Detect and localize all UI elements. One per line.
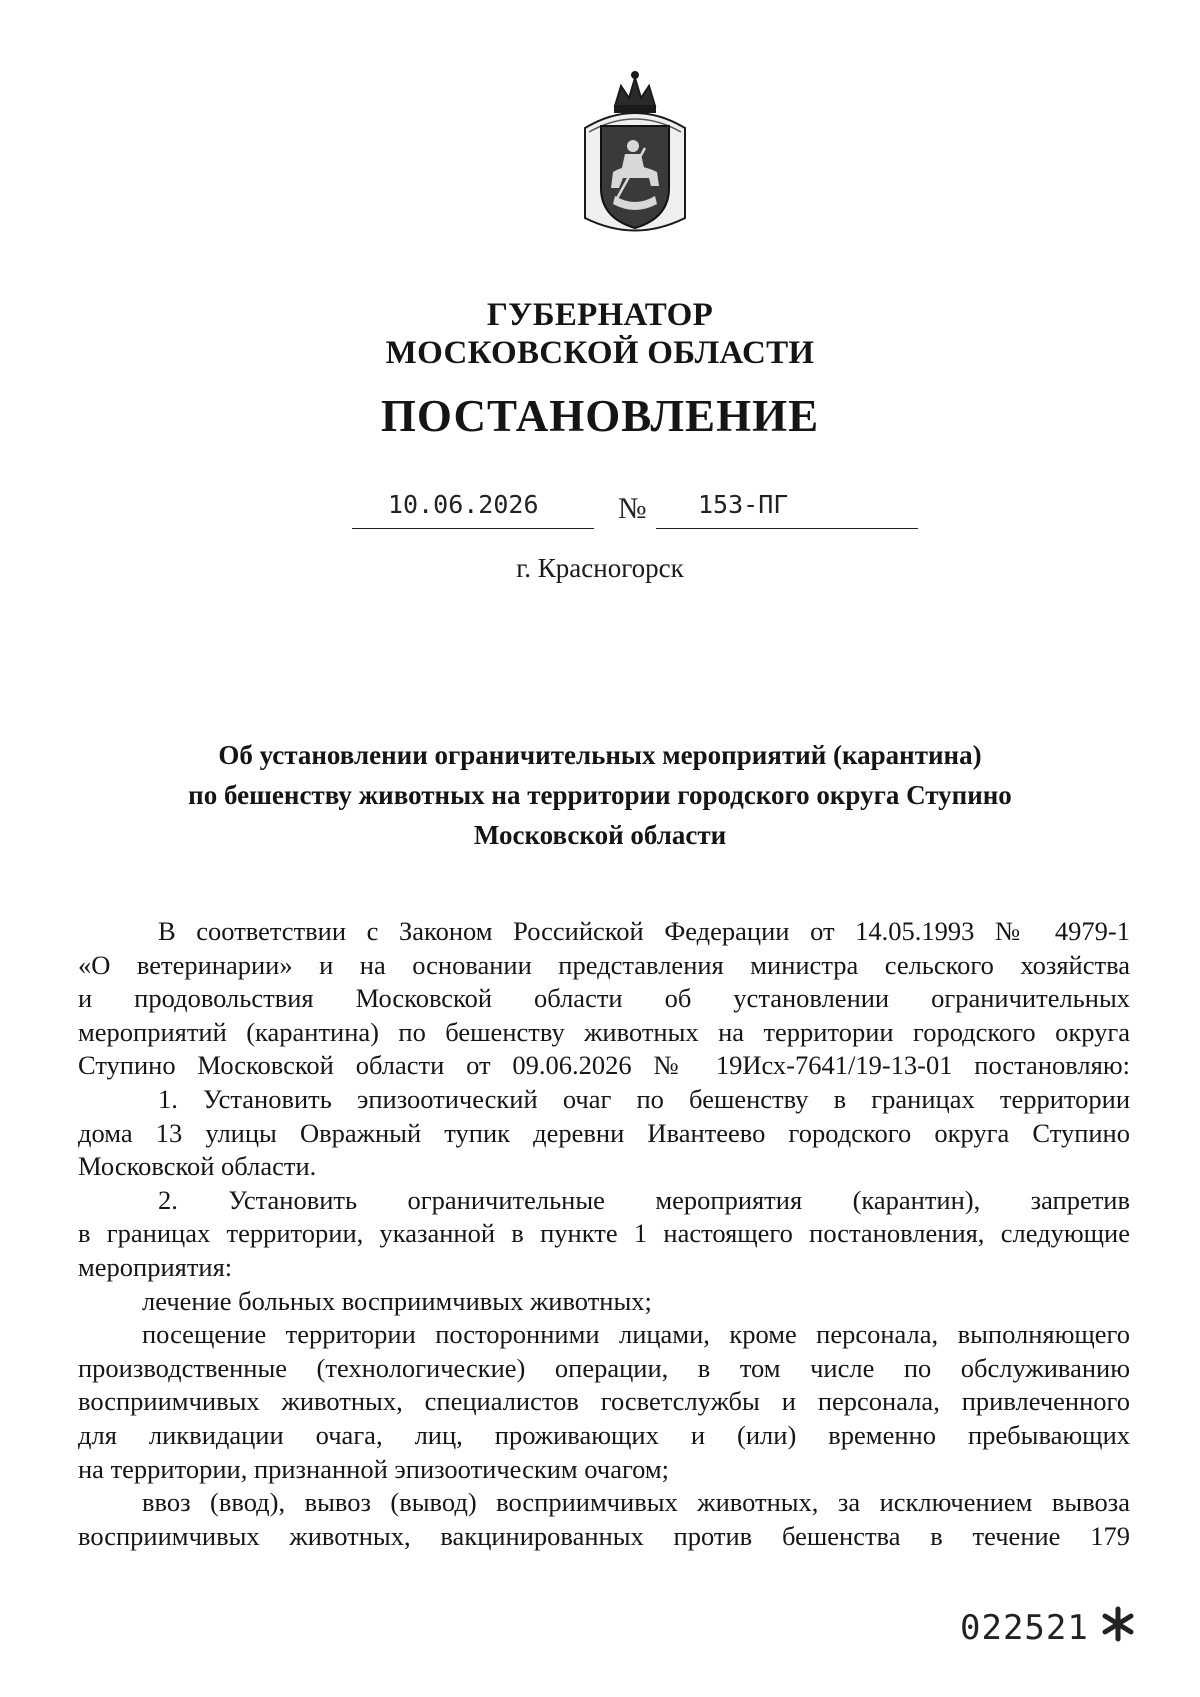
document-title bbox=[0, 735, 1200, 855]
body-line: для ликвидации очага, лиц, проживающих и (или) временно пребывающих bbox=[78, 1419, 1130, 1450]
body-line: «О ветеринарии» и на основании представления министра сельского хозяйства bbox=[78, 949, 1130, 980]
number-underline bbox=[656, 528, 918, 529]
date-underline bbox=[352, 528, 594, 529]
body-line: Ступино Московской области от 09.06.2026 № 19Исх-7641/19-13-01 постановляю: bbox=[78, 1050, 1130, 1081]
body-line: мероприятий (карантина) по бешенству животных на территории городского округа bbox=[78, 1016, 1130, 1047]
title-line: Московской области bbox=[473, 820, 727, 850]
body-line: 2. Установить ограничительные мероприятия (карантин), запретив bbox=[158, 1184, 1130, 1215]
body-line: производственные (технологические) операции, в том числе по обслуживанию bbox=[78, 1352, 1130, 1383]
body-line: 1. Установить эпизоотический очаг по бешенству в границах территории bbox=[158, 1083, 1130, 1114]
serial-number: 022521 bbox=[960, 1608, 1089, 1648]
body-line: в границах территории, указанной в пункте 1 настоящего постановления, следующие bbox=[78, 1218, 1130, 1249]
issuing-authority bbox=[0, 296, 1200, 372]
number-sign: № bbox=[618, 492, 647, 525]
asterisk-icon bbox=[1098, 1604, 1138, 1644]
coat-of-arms-icon bbox=[575, 68, 695, 243]
body-line: восприимчивых животных, специалистов госветслужбы и персонала, привлеченного bbox=[78, 1386, 1130, 1417]
body-line: лечение больных восприимчивых животных; bbox=[142, 1285, 652, 1316]
body-line: восприимчивых животных, вакцинированных против бешенства в течение 179 bbox=[78, 1520, 1130, 1551]
title-line: Об установлении ограничительных мероприятий (карантина) bbox=[218, 740, 982, 770]
authority-line-1: ГУБЕРНАТОР bbox=[486, 297, 714, 333]
body-line: и продовольствия Московской области об установлении ограничительных bbox=[78, 983, 1130, 1014]
document-type: ПОСТАНОВЛЕНИЕ bbox=[380, 391, 820, 441]
body-line: Московской области. bbox=[78, 1151, 317, 1182]
document-date: 10.06.2026 bbox=[388, 490, 539, 519]
body-line: ввоз (ввод), вывоз (вывод) восприимчивых животных, за исключением вывоза bbox=[142, 1487, 1130, 1518]
document-number: 153-ПГ bbox=[698, 490, 789, 519]
title-line: по бешенству животных на территории городского округа Ступино bbox=[188, 780, 1012, 810]
authority-line-2: МОСКОВСКОЙ ОБЛАСТИ bbox=[385, 335, 815, 371]
issue-city: г. Красногорск bbox=[516, 553, 684, 583]
body-line: В соответствии с Законом Российской Федерации от 14.05.1993 № 4979-1 bbox=[158, 916, 1130, 946]
body-line: мероприятия: bbox=[78, 1251, 233, 1282]
body-line: на территории, признанной эпизоотическим очагом; bbox=[78, 1453, 670, 1484]
document-body bbox=[78, 915, 1130, 1553]
body-line: посещение территории посторонними лицами, кроме персонала, выполняющего bbox=[142, 1319, 1130, 1350]
body-line: дома 13 улицы Овражный тупик деревни Ивантеево городского округа Ступино bbox=[78, 1117, 1130, 1148]
